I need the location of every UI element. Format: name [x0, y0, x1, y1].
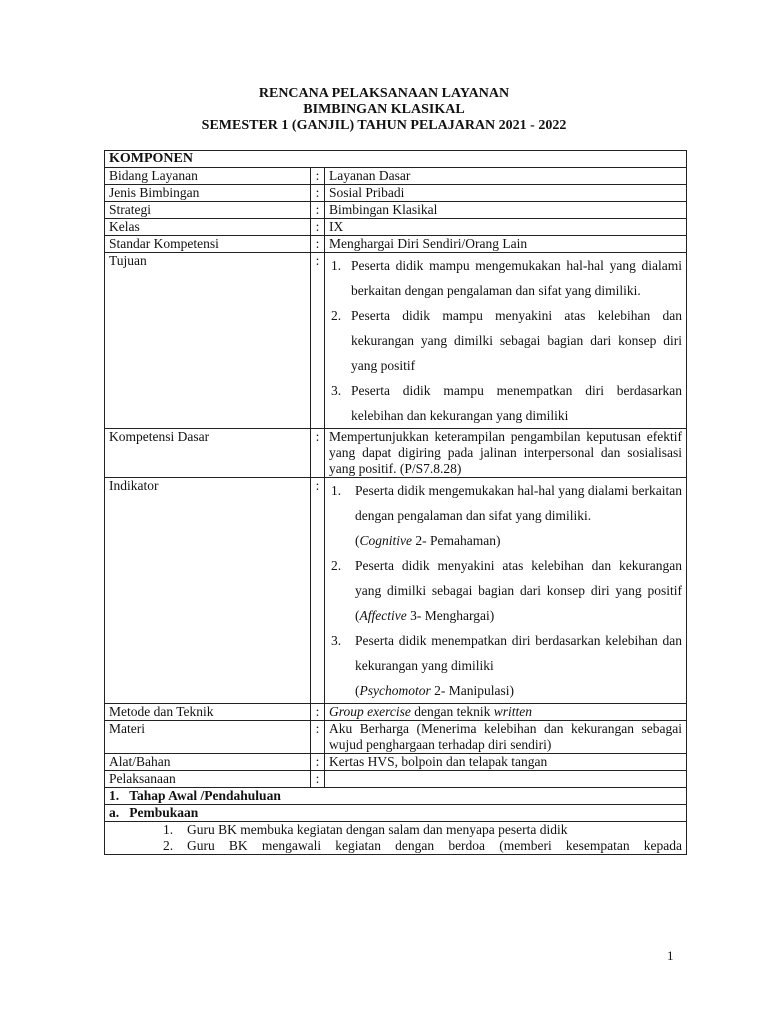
domain-italic: Cognitive: [359, 533, 412, 548]
step-item: [163, 838, 682, 854]
row-value: Mempertunjukkan keterampilan pengambilan keputusan efektif yang dapat digiring pada jalinan interpersonal dan sosialisasi yang positif. (P/S7.8.28): [325, 429, 687, 478]
subsection-heading: [105, 805, 687, 822]
table-row: [105, 721, 687, 754]
item-text: Peserta didik menempatkan diri berdasarkan kelebihan dan kekurangan yang dimiliki: [355, 633, 682, 673]
colon: :: [311, 429, 325, 478]
row-value: Aku Berharga (Menerima kelebihan dan kekurangan sebagai wujud penghargaan terhadap diri sendiri): [325, 721, 687, 754]
colon: :: [311, 478, 325, 704]
metode-italic-2: written: [493, 704, 532, 719]
step-text: Guru BK membuka kegiatan dengan salam dan menyapa peserta didik: [187, 822, 568, 837]
item-number: 2.: [331, 558, 342, 573]
title-line-1: RENCANA PELAKSANAAN LAYANAN: [258, 86, 510, 101]
row-value: Kertas HVS, bolpoin dan telapak tangan: [325, 754, 687, 771]
section-number: 1.: [109, 788, 120, 803]
row-label: Pelaksanaan: [105, 771, 311, 788]
step-item: [163, 822, 682, 838]
colon: :: [311, 754, 325, 771]
metode-mid: dengan teknik: [410, 704, 494, 719]
list-item: 2. Peserta didik menyakini atas kelebihan dan kekurangan yang dimilki sebagai bagian dari konsep diri yang positif (Affective 3- Menghargai): [329, 553, 682, 628]
step-text: Guru BK mengawali kegiatan dengan berdoa (memberi kesempatan kepada: [187, 838, 682, 853]
item-text: Peserta didik mampu mengemukakan hal-hal yang dialami berkaitan dengan pengalaman dan sifat yang dimiliki.: [351, 258, 682, 298]
tujuan-list-cell: [325, 253, 687, 429]
row-label: Standar Kompetensi: [105, 236, 311, 253]
subsection-label: Pembukaan: [129, 805, 199, 820]
table-row: [105, 185, 687, 202]
table-row-kompetensi-dasar: [105, 429, 687, 478]
table-row: [105, 754, 687, 771]
row-label: Kompetensi Dasar: [105, 429, 311, 478]
item-number: 2.: [331, 308, 342, 323]
colon: :: [311, 236, 325, 253]
title-line-2: BIMBINGAN KLASIKAL: [303, 102, 465, 117]
row-value: Sosial Pribadi: [325, 185, 687, 202]
domain-italic: Psychomotor: [359, 683, 431, 698]
tujuan-list: [329, 253, 682, 428]
section-row-tahap-awal: [105, 788, 687, 805]
colon: :: [311, 185, 325, 202]
row-label: Materi: [105, 721, 311, 754]
item-text: Peserta didik mengemukakan hal-hal yang dialami berkaitan dengan pengalaman dan sifat yang dimiliki.: [355, 483, 682, 523]
indikator-list: [329, 478, 682, 703]
item-number: 3.: [331, 633, 342, 648]
row-label: Indikator: [105, 478, 311, 704]
row-value: Layanan Dasar: [325, 168, 687, 185]
colon: :: [311, 704, 325, 721]
page-number: 1: [667, 948, 674, 963]
item-text: Peserta didik mampu menyakini atas kelebihan dan kekurangan yang dimilki sebagai bagian dari konsep diri yang positif: [351, 308, 682, 373]
item-number: 1.: [331, 483, 342, 498]
section-label: Tahap Awal /Pendahuluan: [129, 788, 281, 803]
step-number: 1.: [163, 822, 174, 837]
domain-rest: 3- Menghargai): [406, 608, 495, 623]
domain-rest: 2- Pemahaman): [412, 533, 501, 548]
metode-italic-1: Group exercise: [329, 704, 411, 719]
title-line-3: SEMESTER 1 (GANJIL) TAHUN PELAJARAN 2021 - 2022: [201, 118, 567, 133]
section-heading: [105, 788, 687, 805]
domain-italic: Affective: [359, 608, 407, 623]
step-number: 2.: [163, 838, 174, 853]
colon: :: [311, 771, 325, 788]
row-label: Kelas: [105, 219, 311, 236]
list-item: [329, 253, 682, 303]
colon: :: [311, 202, 325, 219]
row-label: Tujuan: [105, 253, 311, 429]
steps-row: [105, 822, 687, 855]
list-item: [329, 303, 682, 378]
domain-rest: 2- Manipulasi): [430, 683, 514, 698]
item-number: 3.: [331, 383, 342, 398]
table-header-row: [105, 151, 687, 168]
table-row: [105, 704, 687, 721]
table-row: [105, 168, 687, 185]
table-row: [105, 771, 687, 788]
table-row-tujuan: [105, 253, 687, 429]
table-row: [105, 219, 687, 236]
row-value: IX: [325, 219, 687, 236]
row-label: Strategi: [105, 202, 311, 219]
list-item: [329, 378, 682, 428]
table-row-indikator: [105, 478, 687, 704]
rpl-table: [104, 150, 687, 855]
item-text: Peserta didik menyakini atas kelebihan dan kekurangan yang dimilki sebagai bagian dari konsep diri yang positif: [355, 558, 682, 598]
row-label: Metode dan Teknik: [105, 704, 311, 721]
document-title: [0, 86, 768, 134]
table-row: [105, 202, 687, 219]
colon: :: [311, 219, 325, 236]
row-value: [325, 704, 687, 721]
colon: :: [311, 168, 325, 185]
table-row: [105, 236, 687, 253]
steps-cell: [105, 822, 687, 855]
row-label: Alat/Bahan: [105, 754, 311, 771]
list-item: 3. Peserta didik menempatkan diri berdasarkan kelebihan dan kekurangan yang dimiliki (Psychomotor 2- Manipulasi): [329, 628, 682, 703]
row-value: Menghargai Diri Sendiri/Orang Lain: [325, 236, 687, 253]
item-text: Peserta didik mampu menempatkan diri berdasarkan kelebihan dan kekurangan yang dimiliki: [351, 383, 682, 423]
list-item: 1. Peserta didik mengemukakan hal-hal yang dialami berkaitan dengan pengalaman dan sifat yang dimiliki. (Cognitive 2- Pemahaman): [329, 478, 682, 553]
section-row-pembukaan: [105, 805, 687, 822]
colon: :: [311, 721, 325, 754]
colon: :: [311, 253, 325, 429]
item-number: 1.: [331, 258, 342, 273]
subsection-letter: a.: [109, 805, 120, 820]
row-label: Bidang Layanan: [105, 168, 311, 185]
indikator-list-cell: [325, 478, 687, 704]
row-value: Bimbingan Klasikal: [325, 202, 687, 219]
komponen-header: KOMPONEN: [105, 151, 687, 168]
row-label: Jenis Bimbingan: [105, 185, 311, 202]
row-value: [325, 771, 687, 788]
